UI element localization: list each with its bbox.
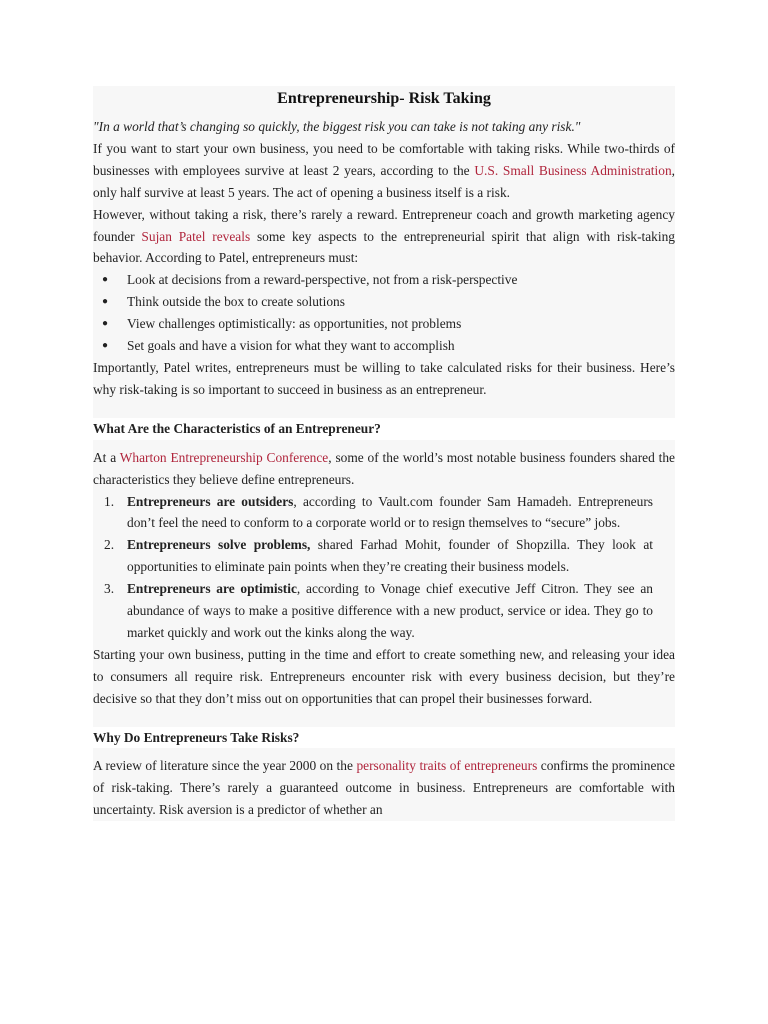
bullet-text: Set goals and have a vision for what they want to accomplish bbox=[127, 338, 455, 354]
document-page bbox=[93, 86, 675, 821]
paragraph-reward bbox=[93, 204, 675, 270]
bullet-icon: ● bbox=[102, 296, 109, 308]
personality-traits-link[interactable]: personality traits of entrepreneurs bbox=[356, 758, 538, 774]
list-item bbox=[93, 269, 653, 291]
list-number: 3. bbox=[104, 581, 115, 597]
paragraph-reward-text-end: some key aspects to the entrepreneurial spirit that align with risk-taking behavior. According to Patel, entrepreneurs must: bbox=[93, 228, 675, 266]
paragraph-intro bbox=[93, 138, 675, 204]
paragraph-review-text: A review of literature since the year 2000 on the bbox=[93, 758, 357, 774]
paragraph-wharton bbox=[93, 447, 675, 491]
paragraph-intro-text-end: , only half survive at least 5 years. The act of opening a business itself is a risk. bbox=[93, 162, 675, 200]
section-heading-why: Why Do Entrepreneurs Take Risks? bbox=[93, 727, 675, 749]
list-item bbox=[93, 335, 653, 357]
list-item-text: , according to Vault.com founder Sam Hamadeh. Entrepreneurs don’t feel the need to conform to a corporate world or to resign themselves to “secure” jobs. bbox=[127, 493, 653, 531]
list-item bbox=[93, 313, 653, 335]
sba-link[interactable]: U.S. Small Business Administration bbox=[474, 162, 672, 178]
list-item bbox=[93, 534, 653, 578]
numbered-list bbox=[93, 491, 653, 644]
bullet-icon: ● bbox=[102, 318, 109, 330]
list-item bbox=[93, 578, 653, 644]
bullet-icon: ● bbox=[102, 340, 109, 352]
list-item-bold: Entrepreneurs are optimistic bbox=[127, 581, 297, 597]
list-item-text: , according to Vonage chief executive Jeff Citron. They see an abundance of ways to make a positive difference with a new product, service or idea. They go to market quickly and work out the kinks along the way. bbox=[127, 581, 653, 640]
paragraph-review bbox=[93, 755, 675, 821]
paragraph-intro-text: If you want to start your own business, you need to be comfortable with taking risks. While two-thirds of businesses with employees survive at least 2 years, according to the bbox=[93, 140, 675, 178]
list-item bbox=[93, 291, 653, 313]
list-item-bold: Entrepreneurs are outsiders bbox=[127, 493, 294, 509]
bullet-list bbox=[93, 269, 653, 357]
paragraph-importantly: Importantly, Patel writes, entrepreneurs must be willing to take calculated risks for their business. Here’s why risk-taking is so important to succeed in business as an entrepreneur. bbox=[93, 359, 675, 397]
bullet-icon: ● bbox=[102, 274, 109, 286]
paragraph-review-text-end: confirms the prominence of risk-taking. There’s rarely a guaranteed outcome in business. Entrepreneurs are comfortable with uncertainty. Risk aversion is a predictor of whether an bbox=[93, 758, 675, 818]
list-number: 2. bbox=[104, 537, 115, 553]
opening-quote: "In a world that’s changing so quickly, the biggest risk you can take is not taking any risk." bbox=[93, 119, 581, 134]
list-item bbox=[93, 491, 653, 535]
paragraph-wharton-text: At a bbox=[93, 449, 120, 465]
bullet-text: View challenges optimistically: as opportunities, not problems bbox=[127, 316, 462, 332]
paragraph-wharton-text-end: , some of the world’s most notable business founders shared the characteristics they believe define entrepreneurs. bbox=[93, 449, 675, 487]
document-title: Entrepreneurship- Risk Taking bbox=[277, 90, 491, 107]
bullet-text: Look at decisions from a reward-perspective, not from a risk-perspective bbox=[127, 272, 518, 288]
paragraph-reward-text: However, without taking a risk, there’s rarely a reward. Entrepreneur coach and growth marketing agency founder bbox=[93, 206, 675, 244]
list-item-text: shared Farhad Mohit, founder of Shopzilla. They look at opportunities to eliminate pain points when they’re creating their business models. bbox=[127, 537, 653, 575]
bullet-text: Think outside the box to create solutions bbox=[127, 294, 345, 310]
sujan-patel-link[interactable]: Sujan Patel reveals bbox=[141, 228, 251, 244]
list-item-bold: Entrepreneurs solve problems, bbox=[127, 537, 311, 553]
paragraph-starting: Starting your own business, putting in the time and effort to create something new, and releasing your idea to consumers all require risk. Entrepreneurs encounter risk with every business decision, but they’re decisive so that they don’t miss out on opportunities that can propel their businesses forward. bbox=[93, 646, 675, 706]
list-number: 1. bbox=[104, 493, 115, 509]
wharton-conference-link[interactable]: Wharton Entrepreneurship Conference bbox=[119, 449, 329, 465]
section-heading-characteristics: What Are the Characteristics of an Entrepreneur? bbox=[93, 418, 675, 440]
